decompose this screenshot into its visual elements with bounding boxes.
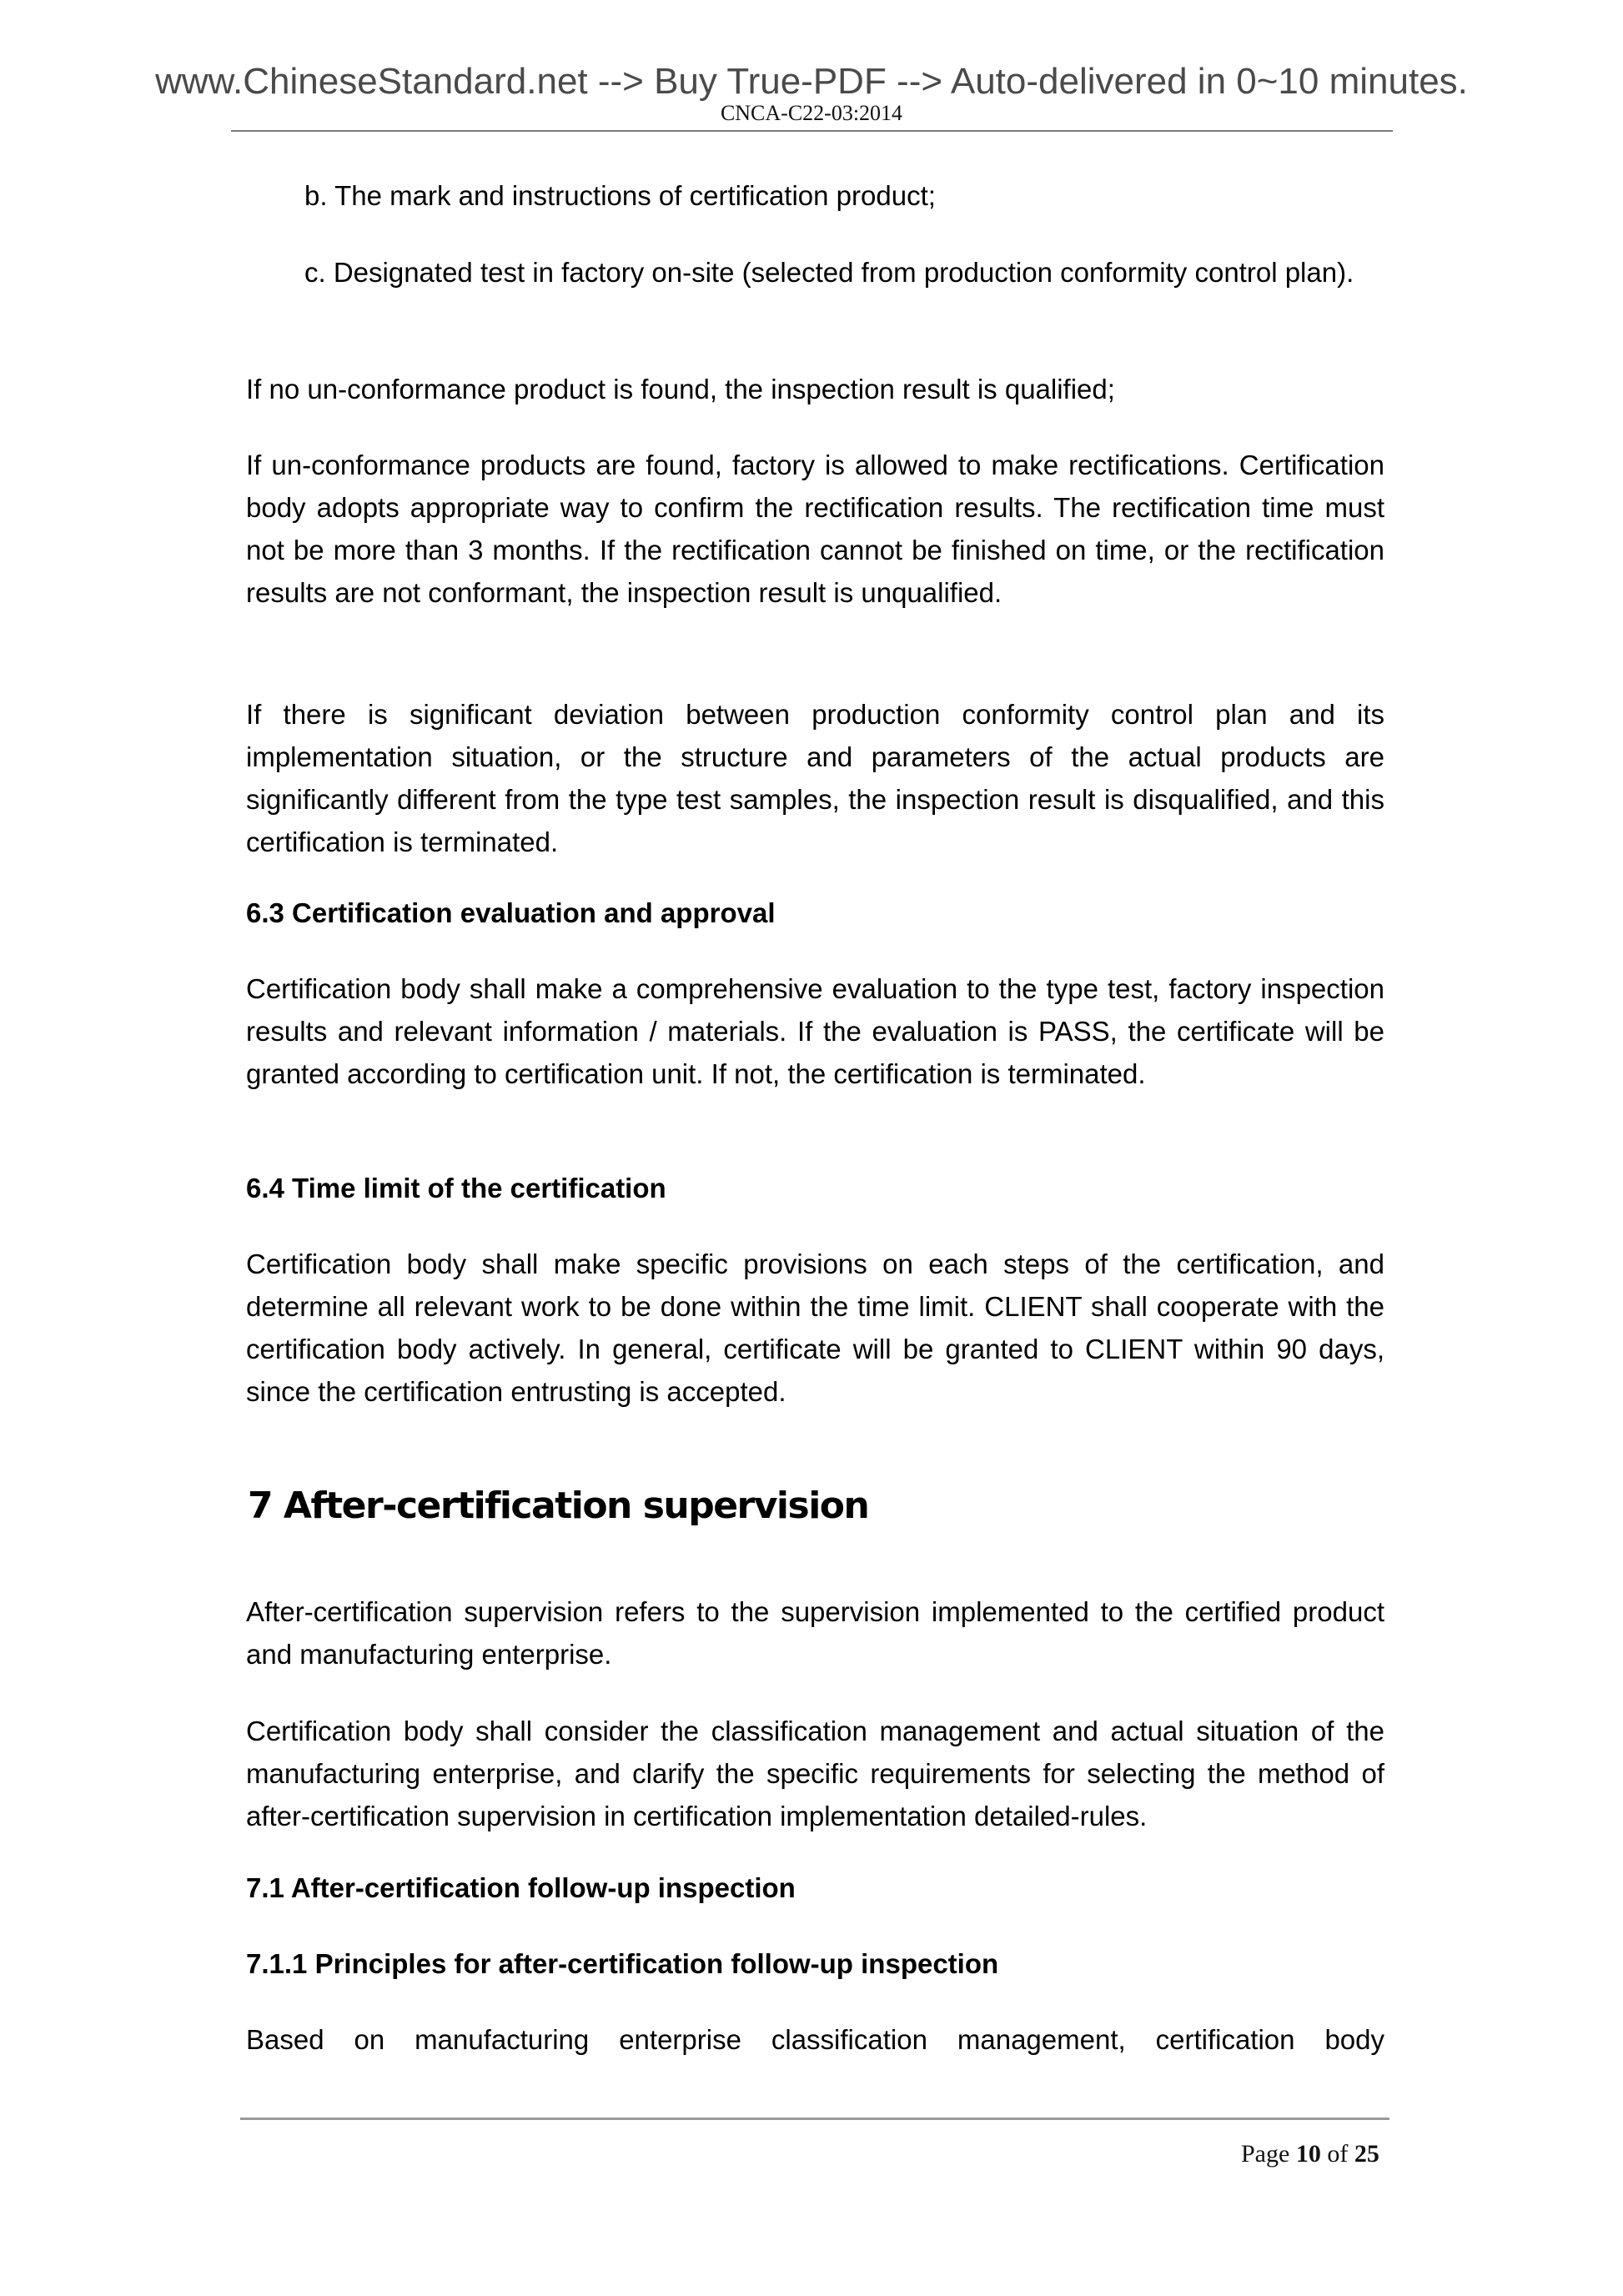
total-pages: 25 bbox=[1354, 2140, 1379, 2168]
paragraph-7-intro: After-certification supervision refers to the supervision implemented to the certified product and manufacturing enterprise. bbox=[246, 1596, 1384, 1670]
paragraph-deviation: If there is significant deviation between production conformity control plan and its implementation situation, or the structure and parameters of the actual products are significantly different from the type test samples, the inspection result is disqualified, and this certification is terminated. bbox=[246, 699, 1384, 857]
document-code: CNCA-C22-03:2014 bbox=[720, 101, 903, 125]
heading-7-1-1: 7.1.1 Principles for after-certification follow-up inspection bbox=[246, 1948, 999, 1979]
paragraph-rectification: If un-conformance products are found, factory is allowed to make rectifications. Certification body adopts appropriate way to confirm the rectification results. The rectification time must not be more than 3 months. If the rectification cannot be finished on time, or the rectification results are not conformant, the inspection result is unqualified. bbox=[246, 450, 1384, 608]
paragraph-7-method: Certification body shall consider the classification management and actual situation of the manufacturing enterprise, and clarify the specific requirements for selecting the method of after-certification supervision in certification implementation detailed-rules. bbox=[246, 1716, 1384, 1831]
paragraph-6-3: Certification body shall make a comprehensive evaluation to the type test, factory inspection results and relevant information / materials. If the evaluation is PASS, the certificate will be granted according to certification unit. If not, the certification is terminated. bbox=[246, 973, 1384, 1089]
heading-6-3: 6.3 Certification evaluation and approval bbox=[246, 897, 776, 928]
heading-7: 7 After-certification supervision bbox=[248, 1485, 869, 1527]
footer-divider bbox=[240, 2118, 1389, 2120]
current-page-number: 10 bbox=[1295, 2140, 1321, 2168]
list-item-c: c. Designated test in factory on-site (selected from production conformity control plan). bbox=[304, 257, 1354, 288]
page-label: Page bbox=[1241, 2140, 1290, 2168]
list-item-b: b. The mark and instructions of certification product; bbox=[304, 180, 936, 211]
heading-7-1: 7.1 After-certification follow-up inspection bbox=[246, 1872, 796, 1903]
site-banner: www.ChineseStandard.net --> Buy True-PDF --> Auto-delivered in 0~10 minutes. bbox=[155, 61, 1468, 102]
page-indicator bbox=[1241, 2140, 1379, 2168]
header-divider bbox=[231, 130, 1393, 132]
paragraph-6-4: Certification body shall make specific provisions on each steps of the certification, and determine all relevant work to be done within the time limit. CLIENT shall cooperate with the certification body actively. In general, certificate will be granted to CLIENT within 90 days, since the certification entrusting is accepted. bbox=[246, 1248, 1384, 1407]
of-label: of bbox=[1327, 2140, 1349, 2168]
paragraph-7-1-1: Based on manufacturing enterprise classification management, certification body bbox=[246, 2024, 1384, 2055]
heading-6-4: 6.4 Time limit of the certification bbox=[246, 1173, 666, 1203]
paragraph-qualified: If no un-conformance product is found, the inspection result is qualified; bbox=[246, 374, 1115, 404]
